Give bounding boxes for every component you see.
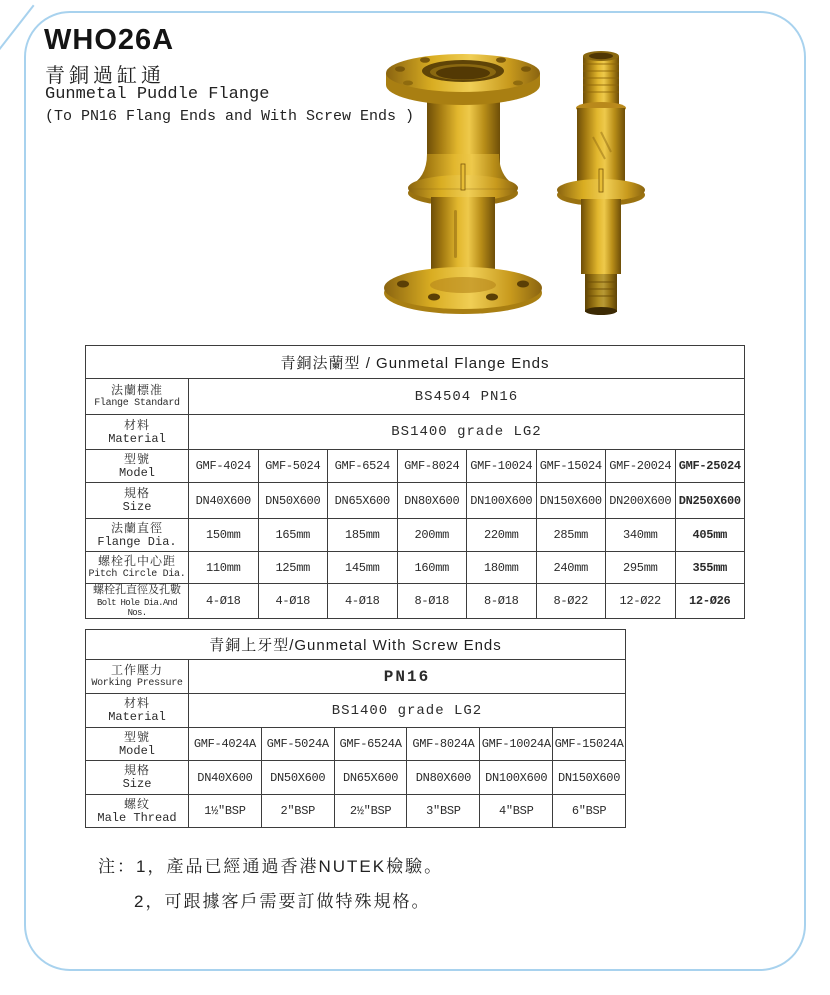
merged-value: BS4504 PN16 [189,379,745,415]
spec-cell: GMF-25024 [675,450,745,483]
product-photo [378,42,663,322]
product-code: WHO26A [44,24,175,56]
spec-cell: 4-Ø18 [189,584,259,619]
screw-fitting-illustration [557,51,645,315]
note-line-2: 2，可跟據客戶需要訂做特殊規格。 [134,892,431,911]
table-title: 青銅上牙型/Gunmetal With Screw Ends [86,630,626,660]
product-subtitle: (To PN16 Flang Ends and With Screw Ends ) [45,108,415,125]
spec-cell: 2½″BSP [334,795,407,828]
spec-cell: DN150X600 [536,483,606,519]
spec-cell: 160mm [397,552,467,584]
spec-cell: DN65X600 [334,761,407,795]
spec-cell: 4-Ø18 [258,584,328,619]
spec-cell: 285mm [536,519,606,552]
spec-cell: GMF-10024 [467,450,537,483]
spec-cell: 110mm [189,552,259,584]
spec-cell: 2″BSP [261,795,334,828]
spec-cell: 125mm [258,552,328,584]
spec-cell: GMF-4024A [189,728,262,761]
spec-cell: GMF-4024 [189,450,259,483]
spec-cell: 145mm [328,552,398,584]
spec-cell: GMF-6524A [334,728,407,761]
spec-cell: 165mm [258,519,328,552]
spec-cell: 12-Ø22 [606,584,676,619]
spec-cell: 185mm [328,519,398,552]
row-label: 規格 Size [86,761,189,795]
row-label: 型號 Model [86,450,189,483]
spec-cell: 220mm [467,519,537,552]
row-label: 螺纹 Male Thread [86,795,189,828]
spec-cell: DN250X600 [675,483,745,519]
table-title: 青銅法蘭型 / Gunmetal Flange Ends [86,346,745,379]
product-name-cn: 青銅過缸通 [45,65,165,87]
spec-cell: GMF-8024A [407,728,480,761]
spec-cell: 4″BSP [480,795,553,828]
screw-ends-spec-table-grid [85,629,626,828]
spec-cell: GMF-10024A [480,728,553,761]
spec-cell: 8-Ø22 [536,584,606,619]
spec-cell: 1½″BSP [189,795,262,828]
spec-cell: DN80X600 [397,483,467,519]
spec-cell: 8-Ø18 [397,584,467,619]
spec-cell: 355mm [675,552,745,584]
spec-cell: 12-Ø26 [675,584,745,619]
spec-cell: DN50X600 [261,761,334,795]
spec-cell: 340mm [606,519,676,552]
row-label: 法蘭標准 Flange Standard [86,379,189,415]
row-label: 法蘭直徑 Flange Dia. [86,519,189,552]
merged-value: BS1400 grade LG2 [189,694,626,728]
spec-cell: DN40X600 [189,761,262,795]
spec-cell: GMF-8024 [397,450,467,483]
row-label: 材料 Material [86,694,189,728]
spec-cell: 240mm [536,552,606,584]
spec-cell: DN100X600 [467,483,537,519]
spec-cell: 4-Ø18 [328,584,398,619]
row-label: 材料 Material [86,415,189,450]
spec-cell: DN100X600 [480,761,553,795]
note-line-1: 注：1，產品已經通過香港NUTEK檢驗。 [98,857,444,876]
spec-cell: 295mm [606,552,676,584]
spec-cell: 180mm [467,552,537,584]
spec-cell: DN150X600 [553,761,626,795]
spec-cell: GMF-15024 [536,450,606,483]
spec-cell: DN65X600 [328,483,398,519]
spec-cell: GMF-6524 [328,450,398,483]
row-label: 螺栓孔中心距 Pitch Circle Dia. [86,552,189,584]
spec-cell: 150mm [189,519,259,552]
spec-cell: DN40X600 [189,483,259,519]
spec-cell: GMF-5024 [258,450,328,483]
merged-value: BS1400 grade LG2 [189,415,745,450]
spec-cell: 8-Ø18 [467,584,537,619]
spec-cell: GMF-15024A [553,728,626,761]
merged-value: PN16 [189,660,626,694]
flange-ends-spec-table-grid [85,345,745,619]
row-label: 型號 Model [86,728,189,761]
spec-cell: 6″BSP [553,795,626,828]
spec-cell: GMF-20024 [606,450,676,483]
spec-cell: DN200X600 [606,483,676,519]
row-label: 規格 Size [86,483,189,519]
spec-cell: DN50X600 [258,483,328,519]
row-label: 工作壓力 Working Pressure [86,660,189,694]
spec-cell: 405mm [675,519,745,552]
spec-cell: DN80X600 [407,761,480,795]
flanged-fitting-illustration [384,54,542,314]
spec-cell: 200mm [397,519,467,552]
row-label: 螺栓孔直徑及孔數 Bolt Hole Dia.And Nos. [86,584,189,619]
product-name-en: Gunmetal Puddle Flange [45,85,270,104]
flange-ends-spec-table [85,345,745,619]
spec-cell: GMF-5024A [261,728,334,761]
spec-cell: 3″BSP [407,795,480,828]
screw-ends-spec-table [85,629,626,828]
